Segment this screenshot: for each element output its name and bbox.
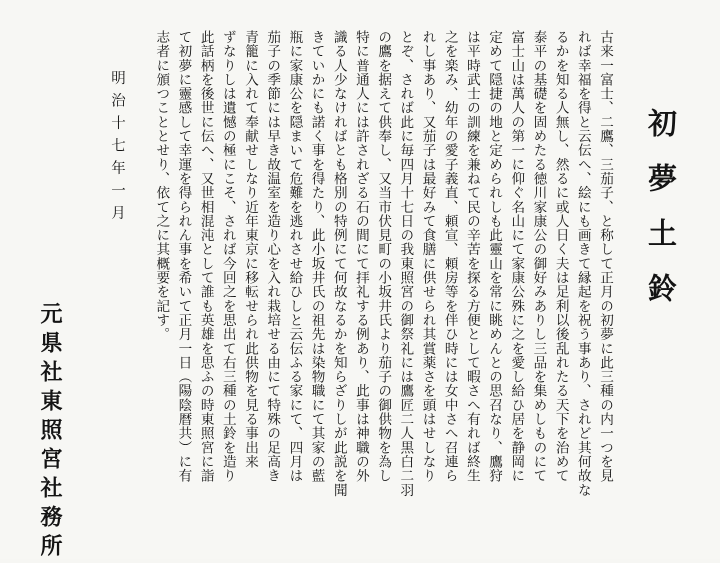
text-column: 定めて隠捷の地と定められしも此靈山を常に眺めんとの思召なり、鷹狩	[486, 30, 503, 483]
text-column: とぞ、されば此に毎四月十七日の我東照宮の御祭礼には鷹匠二人黒白二羽	[397, 30, 414, 497]
text-column: ずなりしは遺憾の極にこそ、されば今回之を思出て右三種の土鈴を造り	[219, 30, 236, 483]
text-column: は平時武士の訓練を兼ねて民の辛苦を探る方便として暇さへ有れば終生	[463, 30, 480, 483]
body-text	[150, 30, 616, 550]
text-column: 泰平の基礎を固めたる徳川家康公の御好みありし三品を集めしものにて	[530, 30, 547, 483]
page-title: 初夢土鈴	[644, 108, 678, 328]
text-column: 富士山は萬人の第一に仰ぐ名山にて家康公殊に之を愛し給ひ居を静岡に	[508, 30, 525, 483]
text-column: れし事あり、又茄子は最好みて食膳に供せられ其賞薬さを頭はせしなり	[419, 30, 436, 483]
signature: 元県社東照宮社務所	[37, 302, 63, 563]
text-column: て初夢に靈感して幸運を得られん事を希いて正月一日（陽陰暦共）に有	[175, 30, 192, 483]
text-column: 特に普通人には許されざる石の間にて拝礼する例あり、此事は神職の外	[352, 30, 369, 483]
text-column: 識る人少なければとも格別の特例にて何故なるかを知らざりしが此説を聞	[330, 30, 347, 497]
text-column: 此話柄を後世に伝へ、又世相混沌として誰も英雄を思ふの時東照宮に詣	[197, 30, 214, 483]
text-column: れば幸福を得と云伝へ、絵にも画きて縁起を祝う事あり、されど其何故な	[574, 30, 591, 497]
text-column: 瓶に家康公を隠まいて危難を逃れさせ給ひしと云伝ふる家にて、四月は	[286, 30, 303, 483]
date-line: 明治十七年一月	[109, 70, 125, 228]
text-column: きていかにも諾く事を得たり、此小坂井氏の祖先は染物職にて其家の藍	[308, 30, 325, 483]
text-column: 青籠に入れて奉献せしなり近年東京に移転せられ此供物を見る事出来	[242, 30, 258, 469]
text-column: 之を楽み、幼年の愛子義直、頼宣、頼房等を伴ひ時には女中さへ召連ら	[441, 30, 458, 483]
text-column: 茄子の季節には早き故温室を造り心を入れ栽培せる由にて特殊の足高き	[264, 30, 281, 483]
text-column: るかを知る人無し、然るに或人日く夫は足利以後乱れたる天下を治めて	[552, 30, 569, 483]
text-column: 古来一富士、二鷹、三茄子、と称して正月の初夢に此三種の内一つを見	[597, 30, 613, 483]
text-column: 志者に頒つこととせり、依て之に其概要を記す。	[153, 30, 170, 342]
text-column: の鷹を据えて供奉し、又当市伏見町の小坂井氏より茄子の御供物を為し	[375, 30, 392, 483]
